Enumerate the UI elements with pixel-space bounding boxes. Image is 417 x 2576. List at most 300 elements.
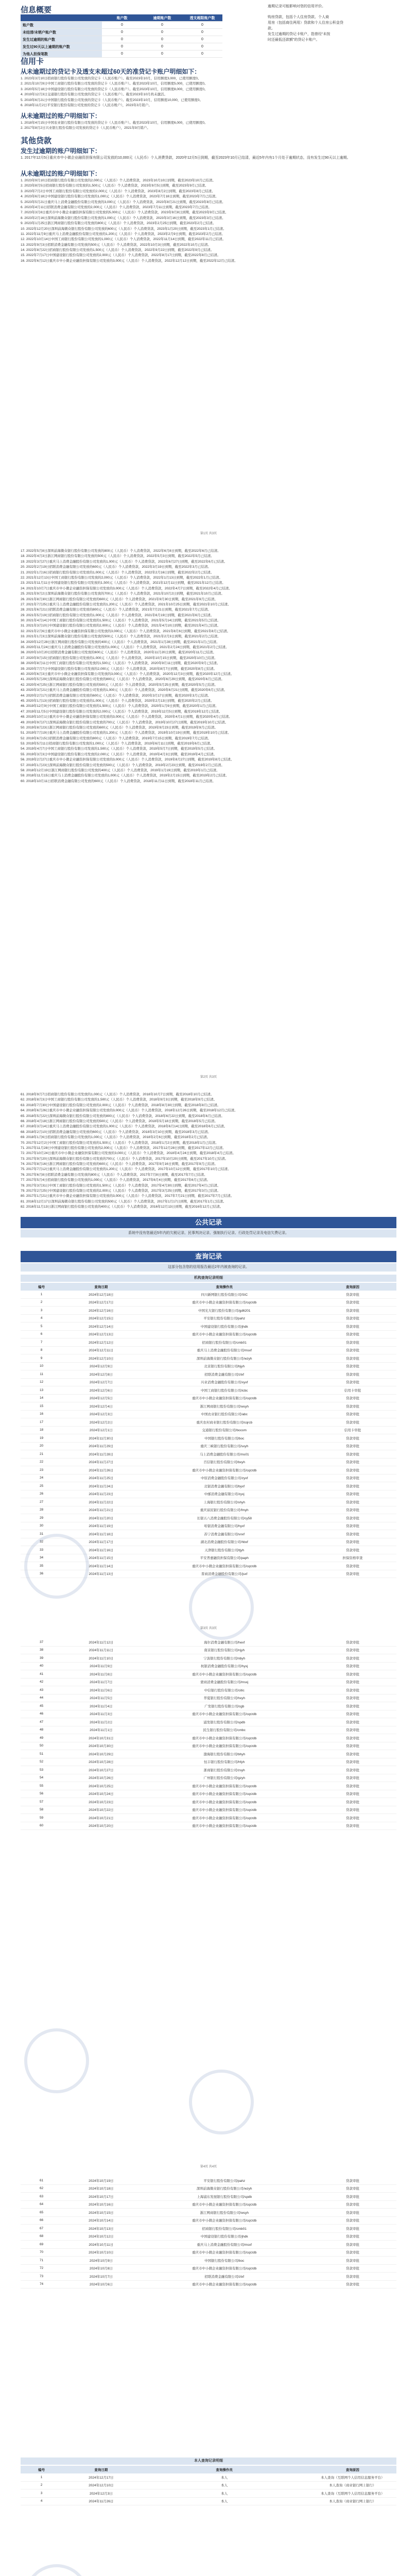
table-cell: 南京银行股份有限公司/njyh xyxy=(140,1646,309,1654)
table-cell: 4 xyxy=(21,2497,62,2505)
summary-row-label: 发生过90天以上逾期的账户数 xyxy=(21,43,102,50)
table-cell: 50 xyxy=(21,1742,62,1750)
table-cell: 贷款审批 xyxy=(309,2184,396,2193)
org-inquiry-title: 机构查询记录明细 xyxy=(21,1275,396,1282)
table-cell: 2024年11月2日 xyxy=(62,1718,140,1726)
table-cell: 2024年10月9日 xyxy=(62,2257,140,2265)
table-cell: 天津银行股份有限公司/tjyh xyxy=(140,1546,309,1554)
table-cell: 中国银行股份有限公司/boc xyxy=(140,1434,309,1443)
credit-card-list-1 xyxy=(21,76,207,108)
table-row xyxy=(21,1554,396,1562)
list-item: 54. 2019年4月7日中国工商银行股份有限公司发放的1,500元（人民币）个人消费贷款，2019年5月7日到期，截至2019年5月已结清。 xyxy=(21,747,217,751)
table-cell: 长银五八消费金融股份有限公司/cy58 xyxy=(140,1514,309,1522)
summary-note: 用房（包括商住两用）贷款和个人住房公积金贷 xyxy=(268,21,343,25)
table-cell: 65 xyxy=(21,2209,62,2217)
summary-cell: 0 xyxy=(142,29,182,36)
table-row xyxy=(21,1694,396,1702)
table-cell: 20 xyxy=(21,1442,62,1450)
table-cell: 重庆市中小微企业融资担保有限公司/cqrzdb xyxy=(140,1822,309,1830)
list-item: 2. 2017年8月2日兴业银行股份有限公司发放的贷记卡（人民币账户），2021年9月销户。 xyxy=(21,126,150,130)
table-row xyxy=(21,1530,396,1538)
list-item: 3. 2020年5月18日中国建设银行股份有限公司发放的贷记卡（人民币账户）。截至2023年10月，信用额度8,000，已使用额度0。 xyxy=(21,87,208,91)
table-row xyxy=(21,1638,396,1646)
table-cell: 重庆三峡银行股份有限公司/sxyh xyxy=(140,1442,309,1450)
table-cell: 贷款审批 xyxy=(309,1490,396,1498)
table-cell: 贷款审批 xyxy=(309,1758,396,1766)
personal-inquiry-title: 本人查询记录明细 xyxy=(21,2458,396,2465)
table-cell: 民生银行股份有限公司/cmbc xyxy=(140,1726,309,1734)
summary-col: 账户数 xyxy=(102,14,142,22)
table-row xyxy=(21,2241,396,2249)
table-cell: 贷款审批 xyxy=(309,1782,396,1790)
table-row xyxy=(21,1466,396,1475)
table-cell: 浙江网商银行股份有限公司/wsyh xyxy=(140,1402,309,1411)
table-cell: 12 xyxy=(21,1378,62,1386)
table-cell: 2024年10月7日 xyxy=(62,2273,140,2281)
summary-col: 透支超限账户数 xyxy=(182,14,222,22)
table-cell: 本人查询（商业银行网上银行） xyxy=(309,2481,396,2489)
summary-col: 逾期账户数 xyxy=(142,14,182,22)
table-cell: 平安银行股份有限公司/pahz xyxy=(140,1314,309,1323)
table-cell: 10 xyxy=(21,1362,62,1370)
table-row xyxy=(21,1726,396,1734)
table-cell: 招联消费金融有限公司/zlxf xyxy=(140,1370,309,1379)
table-cell: 2024年12月18日 xyxy=(62,1291,140,1298)
summary-header-blank xyxy=(21,14,102,22)
table-cell: 2024年12月2日 xyxy=(62,1418,140,1427)
table-row xyxy=(21,1522,396,1530)
list-item: 68. 2018年2月10日招联消费金融有限公司发放的600元（人民币）个人消费贷款，2018年3月10日到期，截至2018年3月已结清。 xyxy=(21,1130,211,1134)
table-cell: 2024年10月28日 xyxy=(62,1758,140,1766)
table-row xyxy=(21,1750,396,1758)
list-item: 48. 2019年10月1日重庆市中小微企业融资担保有限公司发放的3,000元（人民币）个人消费贷款，2020年4月1日到期，截至2020年4月已结清。 xyxy=(21,715,232,719)
list-item: 10. 2022年12月20日深圳前海微众银行股份有限公司发放的600元（人民币）个人消费贷款，2023年1月20日到期，截至2023年1月已结清。 xyxy=(21,227,227,231)
table-cell: 重庆市中小微企业融资担保有限公司/cqrzdb xyxy=(140,2248,309,2257)
table-cell: 18 xyxy=(21,1426,62,1434)
table-cell: 35 xyxy=(21,1562,62,1570)
watermark-graphic xyxy=(0,2329,417,2576)
table-cell: 1 xyxy=(21,2473,62,2481)
summary-header-row xyxy=(21,14,222,22)
list-item: 64. 2018年6月26日重庆市中小微企业融资担保有限公司发放的3,000元（人民币）个人消费贷款，2018年12月26日到期，截至2018年12月已结清。 xyxy=(21,1109,238,1113)
list-item: 81. 2016年12月17日深圳前海微众银行股份有限公司发放的500元（人民币）个人消费贷款，2017年1月17日到期，截至2017年1月已结清。 xyxy=(21,1199,227,1204)
table-cell: 贷款审批 xyxy=(309,1474,396,1482)
table-row xyxy=(21,1654,396,1663)
list-item: 7. 2023年3月8日重庆市中小微企业融资担保有限公司发放的5,000元（人民币）个人消费贷款，2023年9月8日到期，截至2023年9月已结清。 xyxy=(21,211,229,215)
table-row xyxy=(21,1402,396,1411)
table-cell: 2024年10月31日 xyxy=(62,1734,140,1742)
table-row xyxy=(21,1307,396,1315)
list-item: 21. 2022年1月16日招商银行股份有限公司发放的1,000元（人民币）个人消费贷款，2022年2月16日到期，截至2022年2月已结清。 xyxy=(21,570,214,574)
list-item: 38. 2020年8月11日中国工商银行股份有限公司发放的1,500元（人民币）个人消费贷款，2020年9月11日到期，截至2020年9月已结清。 xyxy=(21,662,220,666)
list-item: 35. 2020年11月24日重庆马上消费金融股份有限公司发放的1,000元（人民币）个人消费贷款，2021年2月24日到期，截至2021年2月已结清。 xyxy=(21,646,229,650)
table-cell: 贷款审批 xyxy=(309,1402,396,1411)
table-cell: 贷款审批 xyxy=(309,1434,396,1443)
table-cell: 重庆市中小微企业融资担保有限公司/cqrzdb xyxy=(140,1330,309,1338)
table-cell: 本人查询（商业银行网上银行） xyxy=(309,2497,396,2505)
table-cell: 6 xyxy=(21,1330,62,1338)
list-item: 1. 2023年9月10日招商银行股份有限公司发放的2,000元（人民币）个人消费贷款，2023年10月10日到期，截至2023年10月已结清。 xyxy=(21,179,216,182)
table-cell: 2024年12月11日 xyxy=(62,1346,140,1354)
table-cell: 2024年11月7日 xyxy=(62,1678,140,1686)
table-cell: 2024年11月28日 xyxy=(62,1450,140,1459)
table-cell: 贷款审批 xyxy=(309,1498,396,1506)
table-cell: 贷款审批 xyxy=(309,2193,396,2201)
table-cell: 2024年12月8日 xyxy=(62,1370,140,1379)
table-row xyxy=(21,1370,396,1379)
other-loans-list-cont-2 xyxy=(21,1092,238,1210)
summary-row xyxy=(21,43,222,50)
table-cell: 28 xyxy=(21,1506,62,1514)
public-records-header: 公共记录 xyxy=(21,1217,396,1228)
credit-card-sub2: 从未逾期过的账户明细如下： xyxy=(21,112,101,120)
table-cell: 2024年11月26日 xyxy=(62,2497,140,2505)
table-cell: 2 xyxy=(21,2481,62,2489)
table-cell: 2024年11月25日 xyxy=(62,1474,140,1482)
list-item: 32. 2021年2月6日重庆市中小微企业融资担保有限公司发放的3,000元（人民币）个人消费贷款，2021年8月6日到期，截至2021年8月已结清。 xyxy=(21,629,231,633)
table-cell: 贷款审批 xyxy=(309,1370,396,1379)
inquiry-header: 查询记录 xyxy=(21,1251,396,1262)
table-cell: 44 xyxy=(21,1694,62,1702)
table-row xyxy=(21,1686,396,1694)
table-cell: 72 xyxy=(21,2264,62,2273)
summary-cell: 0 xyxy=(142,22,182,29)
table-cell: 杭银消费金融股份有限公司/hyxj xyxy=(140,1662,309,1670)
table-row xyxy=(21,1538,396,1546)
table-cell: 贷款审批 xyxy=(309,1670,396,1679)
list-item: 33. 2021年1月3日深圳前海微众银行股份有限公司发放的500元（人民币）个人消费贷款，2021年2月3日到期，截至2021年2月已结清。 xyxy=(21,635,221,639)
summary-cell: 0 xyxy=(102,43,142,50)
table-cell: 贷款审批 xyxy=(309,1638,396,1646)
table-cell: 67 xyxy=(21,2225,62,2233)
list-item: 23. 2021年11月11日中国建设银行股份有限公司发放的1,500元（人民币）个人消费贷款，2021年12月11日到期，截至2021年12月已结清。 xyxy=(21,581,225,585)
table-cell: 贷款审批 xyxy=(309,1418,396,1427)
summary-cell: 0 xyxy=(182,50,222,58)
table-cell: 中国建设银行股份有限公司/jhdk xyxy=(140,1323,309,1331)
list-item: 45. 2020年1月13日招商银行股份有限公司发放的1,000元（人民币）个人消费贷款，2020年2月13日到期，截至2020年2月已结清。 xyxy=(21,699,214,703)
table-cell: 70 xyxy=(21,2248,62,2257)
table-row xyxy=(21,1570,396,1578)
table-cell: 34 xyxy=(21,1554,62,1562)
list-item: 74. 2017年8月16日浙江网商银行股份有限公司发放的600元（人民币）个人消费贷款，2017年9月16日到期，截至2017年9月已结清。 xyxy=(21,1162,218,1166)
other-loans-overdue: 1. 2017年12月5日重庆市中小微企业融资担保有限公司发放的10,000元（人民币）个人消费贷款，2020年12月5日到期，截至2023年10月已结清，最近5年内有1个月处于逾期状态，没有发生过90天以上逾期。 xyxy=(21,156,351,160)
table-cell: 重庆市中小微企业融资担保有限公司/cqrzdb xyxy=(140,1670,309,1679)
table-cell: 贷款审批 xyxy=(309,1790,396,1798)
table-cell: 2024年10月16日 xyxy=(62,2200,140,2209)
other-loans-list xyxy=(21,178,238,264)
table-cell: 重庆市中小微企业融资担保有限公司/cqrzdb xyxy=(140,1710,309,1718)
table-cell: 平安普惠融资担保有限公司/paph xyxy=(140,1554,309,1562)
summary-row-label: 发生过逾期的账户数 xyxy=(21,36,102,43)
summary-table xyxy=(21,14,222,58)
table-cell: 71 xyxy=(21,2257,62,2265)
table-cell: 广州银行股份有限公司/gzyh xyxy=(140,1774,309,1782)
table-cell: 11 xyxy=(21,1370,62,1379)
table-cell: 42 xyxy=(21,1678,62,1686)
table-cell: 浙商银行股份有限公司/zsyh xyxy=(140,1766,309,1774)
list-item: 5. 2019年6月21日中国银行股份有限公司发放的贷记卡（人民币账户）。截至2023年10月，信用额度10,000，已使用额度0。 xyxy=(21,98,203,102)
table-row xyxy=(21,2184,396,2193)
table-cell: 36 xyxy=(21,1570,62,1578)
table-cell: 重庆马上消费金融股份有限公司/msxf xyxy=(140,1346,309,1354)
table-row xyxy=(21,1822,396,1830)
table-row xyxy=(21,2280,396,2289)
table-cell: 2024年12月10日 xyxy=(62,2481,140,2489)
table-cell: 8 xyxy=(21,1346,62,1354)
table-row xyxy=(21,1734,396,1742)
table-cell: 中国农业银行股份有限公司/abc xyxy=(140,1410,309,1418)
table-cell: 渤海银行股份有限公司/bhyh xyxy=(140,1750,309,1758)
table-cell: 2024年11月16日 xyxy=(62,1546,140,1554)
table-cell: 湖北消费金融股份有限公司/hbxf xyxy=(140,1538,309,1546)
inquiry-col: 编号 xyxy=(21,1283,62,1291)
table-cell: 贷款审批 xyxy=(309,1362,396,1370)
table-row xyxy=(21,1418,396,1427)
table-cell: 交通银行股份有限公司/bocom xyxy=(140,1426,309,1434)
table-cell: 3 xyxy=(21,2489,62,2498)
table-cell: 4 xyxy=(21,1314,62,1323)
table-cell: 2024年12月17日 xyxy=(62,2473,140,2481)
table-cell: 贷款审批 xyxy=(309,1330,396,1338)
table-cell: 贷款审批 xyxy=(309,1323,396,1331)
table-cell: 蒙商消费金融股份有限公司/msxj xyxy=(140,1678,309,1686)
table-cell: 重庆市中小微企业融资担保有限公司/cqrzdb xyxy=(140,2216,309,2225)
table-row xyxy=(21,1562,396,1570)
list-item: 1. 2023年3月10日招商银行股份有限公司发放的贷记卡（人民币账户）。截至2023年10月，信用额度3,000，已使用额度0。 xyxy=(21,77,201,80)
table-cell: 2024年12月10日 xyxy=(62,1354,140,1363)
list-item: 34. 2020年12月28日浙江网商银行股份有限公司发放的400元（人民币）个人消费贷款，2021年1月28日到期，截至2021年1月已结清。 xyxy=(21,640,220,644)
table-row xyxy=(21,2273,396,2281)
table-cell: 2024年11月12日 xyxy=(62,1638,140,1646)
list-item: 47. 2019年11月5日中国建设银行股份有限公司发放的2,000元（人民币）个人消费贷款，2019年12月5日到期，截至2019年12月已结清。 xyxy=(21,709,222,714)
summary-cell: 0 xyxy=(102,29,142,36)
list-item: 24. 2021年10月7日重庆市中小微企业融资担保有限公司发放的3,000元（人民币）个人消费贷款，2022年4月7日到期，截至2022年4月已结清。 xyxy=(21,586,232,590)
table-cell: 7 xyxy=(21,1338,62,1347)
list-item: 30. 2021年4月14日中国工商银行股份有限公司发放的1,500元（人民币）个人消费贷款，2021年5月14日到期，截至2021年5月已结清。 xyxy=(21,619,221,623)
table-cell: 恒丰银行股份有限公司/hfyh xyxy=(140,1758,309,1766)
table-cell: 重庆市中小微企业融资担保有限公司/cqrzdb xyxy=(140,2280,309,2289)
table-cell: 深圳前海微众银行股份有限公司/wzyh xyxy=(140,2184,309,2193)
table-cell: 2024年12月15日 xyxy=(62,1314,140,1323)
table-cell: 45 xyxy=(21,1702,62,1710)
table-row xyxy=(21,1474,396,1482)
table-cell: 27 xyxy=(21,1498,62,1506)
list-item: 25. 2021年9月2日深圳前海微众银行股份有限公司发放的700元（人民币）个人消费贷款，2021年10月2日到期，截至2021年10月已结清。 xyxy=(21,592,224,596)
list-item: 63. 2018年7月30日中国建设银行股份有限公司发放的2,000元（人民币）个人消费贷款，2018年8月30日到期，截至2018年8月已结清。 xyxy=(21,1103,221,1107)
table-cell: 贷款审批 xyxy=(309,2232,396,2241)
table-cell: 32 xyxy=(21,1538,62,1546)
org-inquiry-table-cont-2 xyxy=(21,2177,396,2289)
table-row xyxy=(21,1718,396,1726)
table-cell: 中国银行股份有限公司/boc xyxy=(140,2257,309,2265)
inquiry-header-row xyxy=(21,1283,396,1291)
table-cell: 重庆市中小微企业融资担保有限公司/cqrzdb xyxy=(140,1814,309,1822)
org-inquiry-table xyxy=(21,1283,396,1578)
table-cell: 2024年11月9日 xyxy=(62,1662,140,1670)
list-item: 13. 2022年9月3日招联消费金融有限公司发放的500元（人民币）个人消费贷款，2022年10月3日到期，截至2022年10月已结清。 xyxy=(21,243,211,247)
list-item: 17. 2022年5月8日深圳前海微众银行股份有限公司发放的800元（人民币）个人消费贷款，2022年6月8日到期，截至2022年6月已结清。 xyxy=(21,549,221,553)
table-cell: 贷款审批 xyxy=(309,2225,396,2233)
table-cell: 69 xyxy=(21,2241,62,2249)
table-cell: 贷款审批 xyxy=(309,1806,396,1814)
table-cell: 16 xyxy=(21,1410,62,1418)
list-item: 79. 2017年2月25日中国建设银行股份有限公司发放的2,000元（人民币）个人消费贷款，2017年3月25日到期，截至2017年3月已结清。 xyxy=(21,1189,221,1193)
table-cell: 2024年11月27日 xyxy=(62,1458,140,1466)
table-row xyxy=(21,2257,396,2265)
watermark-graphic xyxy=(0,1793,417,2432)
list-item: 41. 2020年5月29日深圳前海微众银行股份有限公司发放的800元（人民币）个人消费贷款，2020年6月29日到期，截至2020年6月已结清。 xyxy=(21,677,224,682)
table-cell: 重庆马上消费金融股份有限公司/msxf xyxy=(140,2241,309,2249)
table-row xyxy=(21,1362,396,1370)
table-cell: 重庆市中小微企业融资担保有限公司/cqrzdb xyxy=(140,1562,309,1570)
table-cell: 52 xyxy=(21,1758,62,1766)
table-row xyxy=(21,2232,396,2241)
table-cell: 重庆市中小微企业融资担保有限公司/cqrzdb xyxy=(140,1734,309,1742)
table-cell: 信用卡审批 xyxy=(309,1426,396,1434)
table-row xyxy=(21,2481,396,2489)
table-cell: 21 xyxy=(21,1450,62,1459)
table-row xyxy=(21,2497,396,2505)
table-cell: 重庆农村商业银行股份有限公司/cqrcb xyxy=(140,1418,309,1427)
list-item: 43. 2020年3月21日重庆马上消费金融股份有限公司发放的1,000元（人民币）个人消费贷款，2020年6月21日到期，截至2020年6月已结清。 xyxy=(21,688,228,692)
table-cell: 贷款审批 xyxy=(309,1654,396,1663)
table-cell: 66 xyxy=(21,2216,62,2225)
table-row xyxy=(21,1506,396,1514)
table-cell: 浦发银行股份有限公司/spdb xyxy=(140,1718,309,1726)
table-cell: 本人查询（互联网个人信用信息服务平台） xyxy=(309,2473,396,2481)
list-item: 72. 2017年10月24日重庆市中小微企业融资担保有限公司发放的3,000元（人民币）个人消费贷款，2018年4月24日到期，截至2018年4月已结清。 xyxy=(21,1151,236,1156)
table-row xyxy=(21,1314,396,1323)
table-cell: 2024年11月3日 xyxy=(62,1710,140,1718)
table-cell: 贷款审批 xyxy=(309,2257,396,2265)
table-cell: 贷款审批 xyxy=(309,1750,396,1758)
table-cell: 68 xyxy=(21,2232,62,2241)
table-cell: 2024年12月9日 xyxy=(62,1362,140,1370)
table-cell: 本人 xyxy=(140,2497,309,2505)
other-loans-sub1: 发生过逾期的账户明细如下： xyxy=(21,147,101,155)
table-cell: 贷款审批 xyxy=(309,1774,396,1782)
table-cell: 2024年11月22日 xyxy=(62,1498,140,1506)
table-cell: 2024年11月19日 xyxy=(62,1522,140,1530)
table-cell: 55 xyxy=(21,1782,62,1790)
list-item: 31. 2021年3月10日中国建设银行股份有限公司发放的2,000元（人民币）个人消费贷款，2021年4月10日到期，截至2021年4月已结清。 xyxy=(21,624,221,628)
list-item: 59. 2018年11月15日重庆马上消费金融股份有限公司发放的1,000元（人民币）个人消费贷款，2019年2月15日到期，截至2019年2月已结清。 xyxy=(21,774,229,778)
table-cell: 2024年11月1日 xyxy=(62,1726,140,1734)
table-cell: 40 xyxy=(21,1662,62,1670)
table-cell: 9 xyxy=(21,1354,62,1363)
list-item: 5. 2023年5月21日重庆马上消费金融股份有限公司发放的3,000元（人民币）个人消费贷款，2023年8月21日到期，截至2023年8月已结清。 xyxy=(21,200,225,204)
table-cell: 贷款审批 xyxy=(309,1506,396,1514)
list-item: 6. 2023年4月11日招联消费金融有限公司发放的2,000元（人民币）个人消费贷款，2023年7月11日到期，截至2023年7月已结清。 xyxy=(21,205,212,209)
table-cell: 华夏银行股份有限公司/hxyh xyxy=(140,1694,309,1702)
table-cell: 2024年11月11日 xyxy=(62,1646,140,1654)
table-row xyxy=(21,2225,396,2233)
list-item: 52. 2019年6月15日招联消费金融有限公司发放的800元（人民币）个人消费贷款，2019年7月15日到期，截至2019年7月已结清。 xyxy=(21,736,211,740)
table-cell: 2024年10月21日 xyxy=(62,1814,140,1822)
table-cell: 贷款审批 xyxy=(309,1442,396,1450)
table-cell: 中国工商银行股份有限公司/icbc xyxy=(140,1386,309,1395)
table-cell: 29 xyxy=(21,1514,62,1522)
list-item: 8. 2023年2月16日深圳前海微众银行股份有限公司发放的1,000元（人民币）个人消费贷款，2023年3月16日到期，截至2023年3月已结清。 xyxy=(21,216,225,220)
table-cell: 2024年12月7日 xyxy=(62,1378,140,1386)
table-row xyxy=(21,1662,396,1670)
table-cell: 2024年11月4日 xyxy=(62,1702,140,1710)
table-cell: 贷款审批 xyxy=(309,1482,396,1490)
table-cell: 贷款审批 xyxy=(309,1298,396,1307)
table-cell: 19 xyxy=(21,1434,62,1443)
table-cell: 贷款审批 xyxy=(309,2241,396,2249)
table-cell: 2024年12月4日 xyxy=(62,1402,140,1411)
table-cell: 平安银行股份有限公司/pahz xyxy=(140,2177,309,2184)
table-row xyxy=(21,2209,396,2217)
org-inquiry-rows xyxy=(21,1291,396,1578)
table-cell: 1 xyxy=(21,1291,62,1298)
table-row xyxy=(21,1814,396,1822)
table-cell: 贷款审批 xyxy=(309,1702,396,1710)
table-row xyxy=(21,1514,396,1522)
table-cell: 47 xyxy=(21,1718,62,1726)
list-item: 75. 2017年7月12日重庆马上消费金融股份有限公司发放的1,200元（人民币）个人消费贷款，2017年10月12日到期，截至2017年10月已结清。 xyxy=(21,1167,231,1172)
table-cell: 54 xyxy=(21,1774,62,1782)
summary-cell: 0 xyxy=(142,50,182,58)
table-cell: 贷款审批 xyxy=(309,1346,396,1354)
table-cell: 四川新网银行股份有限公司/SIC xyxy=(140,1291,309,1298)
list-item: 40. 2020年6月3日重庆市中小微企业融资担保有限公司发放的3,000元（人民币）个人消费贷款，2020年12月3日到期，截至2020年12月已结清。 xyxy=(21,672,234,676)
table-cell: 63 xyxy=(21,2193,62,2201)
table-cell: 2 xyxy=(21,1298,62,1307)
table-cell: 贷款审批 xyxy=(309,1662,396,1670)
table-cell: 招联消费金融有限公司/zlxf xyxy=(140,2273,309,2281)
table-cell: 贷款审批 xyxy=(309,1686,396,1694)
table-cell: 2024年12月14日 xyxy=(62,1323,140,1331)
table-cell: 重庆市中小微企业融资担保有限公司/cqrzdb xyxy=(140,2200,309,2209)
table-cell: 43 xyxy=(21,1686,62,1694)
table-cell: 2024年10月25日 xyxy=(62,1782,140,1790)
table-cell: 贷款审批 xyxy=(309,1378,396,1386)
other-loans-title: 其他贷款 xyxy=(21,137,52,145)
credit-card-title: 信用卡 xyxy=(21,57,44,66)
table-cell: 贷款审批 xyxy=(309,1766,396,1774)
table-cell: 17 xyxy=(21,1418,62,1427)
list-item: 53. 2019年5月11日招商银行股份有限公司发放的1,000元（人民币）个人消费贷款，2019年6月11日到期，截至2019年6月已结清。 xyxy=(21,742,214,746)
list-item: 4. 2023年6月18日中国建设银行股份有限公司发放的1,000元（人民币）个人消费贷款，2023年7月18日到期，截至2023年7月已结清。 xyxy=(21,195,219,199)
page-number: 第1页 共3页 xyxy=(200,532,217,535)
table-cell: 贷款审批 xyxy=(309,1307,396,1315)
table-cell: 贷款审批 xyxy=(309,1410,396,1418)
table-cell: 48 xyxy=(21,1726,62,1734)
list-item: 37. 2020年9月15日招商银行股份有限公司发放的1,000元（人民币）个人消费贷款，2020年10月15日到期，截至2020年10月已结清。 xyxy=(21,656,218,660)
table-cell: 2024年12月16日 xyxy=(62,1307,140,1315)
list-item: 16. 2022年6月12日重庆市中小微企业融资担保有限公司发放的3,000元（人民币）个人消费贷款，2022年12月12日到期，截至2022年12月已结清。 xyxy=(21,259,238,263)
credit-card-sub1: 从未逾期过的贷记卡及透支未超过60天的准贷记卡账户明细如下： xyxy=(21,68,201,75)
table-cell: 重庆市中小微企业融资担保有限公司/cqrzdb xyxy=(140,1798,309,1806)
table-cell: 贷款审批 xyxy=(309,1734,396,1742)
personal-col: 查询日期 xyxy=(62,2466,140,2473)
list-item: 78. 2017年3月31日中国工商银行股份有限公司发放的1,500元（人民币）个人消费贷款，2017年4月30日到期，截至2017年4月已结清。 xyxy=(21,1183,221,1188)
table-cell: 38 xyxy=(21,1646,62,1654)
summary-notes xyxy=(268,14,402,43)
table-cell: 2024年11月20日 xyxy=(62,1514,140,1522)
table-row xyxy=(21,1434,396,1443)
table-cell: 贷款审批 xyxy=(309,1450,396,1459)
list-item: 73. 2017年9月20日深圳前海微众银行股份有限公司发放的700元（人民币）个人消费贷款，2017年10月20日到期，截至2017年10月已结清。 xyxy=(21,1157,229,1161)
table-cell: 本人 xyxy=(140,2473,309,2481)
list-item: 12. 2022年10月14日中国工商银行股份有限公司发放的1,000元（人民币）个人消费贷款，2022年11月14日到期，截至2022年11月已结清。 xyxy=(21,238,226,242)
table-cell: 晋商消费金融股份有限公司/jsxf xyxy=(140,1570,309,1578)
summary-cell: 0 xyxy=(182,43,222,50)
table-cell: 贷款审批 xyxy=(309,1694,396,1702)
list-item: 9. 2023年1月25日浙江网商银行股份有限公司发放的800元（人民币）个人消费贷款，2023年2月25日到期，截至2023年2月已结清。 xyxy=(21,222,216,226)
